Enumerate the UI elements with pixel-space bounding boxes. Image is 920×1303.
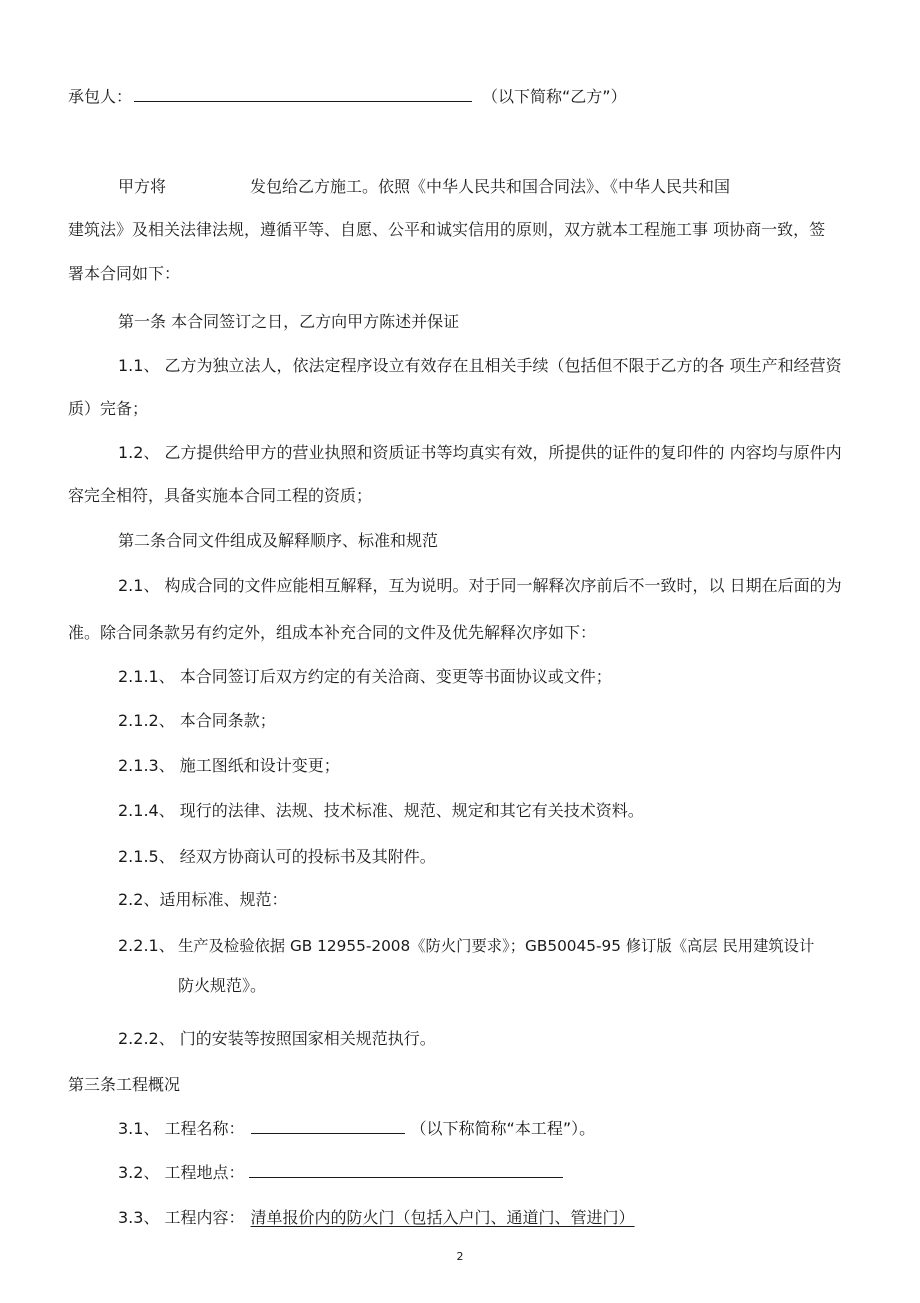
page-number: 2	[456, 1250, 464, 1263]
item-2-2-1-line-1: 生产及检验依据 GB 12955-2008《防火门要求》；GB50045-95 修订版《高层 民用建筑设计	[178, 937, 815, 955]
intro-text-a: 甲方将	[118, 177, 167, 196]
intro-line-3: 署本合同如下：	[68, 264, 181, 283]
item-3-1	[118, 1117, 595, 1141]
contractor-label: 承包人：	[68, 87, 133, 106]
article-2-title: 第二条合同文件组成及解释顺序、标准和规范	[118, 531, 439, 550]
article-1-title: 第一条 本合同签订之日，乙方向甲方陈述并保证	[118, 312, 460, 331]
item-2-1-2: 2.1.2、 本合同条款；	[118, 711, 276, 730]
project-name-blank[interactable]	[251, 1117, 405, 1134]
intro-line-2: 建筑法》及相关法律法规，遵循平等、自愿、公平和诚实信用的原则，双方就本工程施工事 项协商一致，签	[68, 220, 826, 239]
item-3-3	[118, 1206, 635, 1230]
item-3-2	[118, 1161, 563, 1185]
item-2-1-4: 2.1.4、 现行的法律、法规、技术标准、规范、规定和其它有关技术资料。	[118, 801, 644, 820]
item-2-2-1-line-2: 防火规范》。	[178, 976, 267, 995]
item-2-2: 2.2、适用标准、规范：	[118, 890, 288, 909]
article-3-title: 第三条工程概况	[68, 1075, 181, 1094]
item-1-2-line-1: 1.2、 乙方提供给甲方的营业执照和资质证书等均真实有效，所提供的证件的复印件的 内容均与原件内	[118, 443, 842, 462]
item-2-1-3: 2.1.3、 施工图纸和设计变更；	[118, 756, 340, 775]
contractor-name-blank[interactable]	[134, 85, 472, 102]
item-2-1-5: 2.1.5、 经双方协商认可的投标书及其附件。	[118, 847, 436, 866]
item-1-2-line-2: 容完全相符，具备实施本合同工程的资质；	[68, 486, 373, 505]
intro-line-1	[118, 175, 730, 199]
item-1-1-line-1: 1.1、 乙方为独立法人，依法定程序设立有效存在且相关手续（包括但不限于乙方的各 项生产和经营资	[118, 356, 842, 375]
project-location-blank[interactable]	[249, 1161, 563, 1178]
item-2-2-1-number: 2.2.1、	[118, 936, 175, 955]
item-2-1-1: 2.1.1、 本合同签订后双方约定的有关洽商、变更等书面协议或文件；	[118, 667, 612, 686]
item-2-1-line-2: 准。除合同条款另有约定外，组成本补充合同的文件及优先解释次序如下：	[68, 623, 597, 642]
project-name-label: 3.1、 工程名称：	[118, 1119, 245, 1138]
contractor-line	[68, 85, 627, 109]
project-location-label: 3.2、 工程地点：	[118, 1163, 245, 1182]
intro-text-b: 发包给乙方施工。依照《中华人民共和国合同法》、《中华人民共和国	[250, 177, 731, 196]
item-1-1-line-2: 质）完备；	[68, 399, 149, 418]
item-2-1-line-1: 2.1、 构成合同的文件应能相互解释，互为说明。对于同一解释次序前后不一致时，以 日期在后面的为	[118, 576, 842, 595]
project-content-value: 清单报价内的防火门（包括入户门、通道门、管进门）	[250, 1208, 635, 1227]
project-content-label: 3.3、 工程内容：	[118, 1208, 245, 1227]
contractor-suffix: （以下简称“乙方”）	[482, 87, 627, 106]
item-2-2-2: 2.2.2、 门的安装等按照国家相关规范执行。	[118, 1029, 436, 1048]
project-name-suffix: （以下称简称“本工程”）。	[410, 1119, 596, 1138]
